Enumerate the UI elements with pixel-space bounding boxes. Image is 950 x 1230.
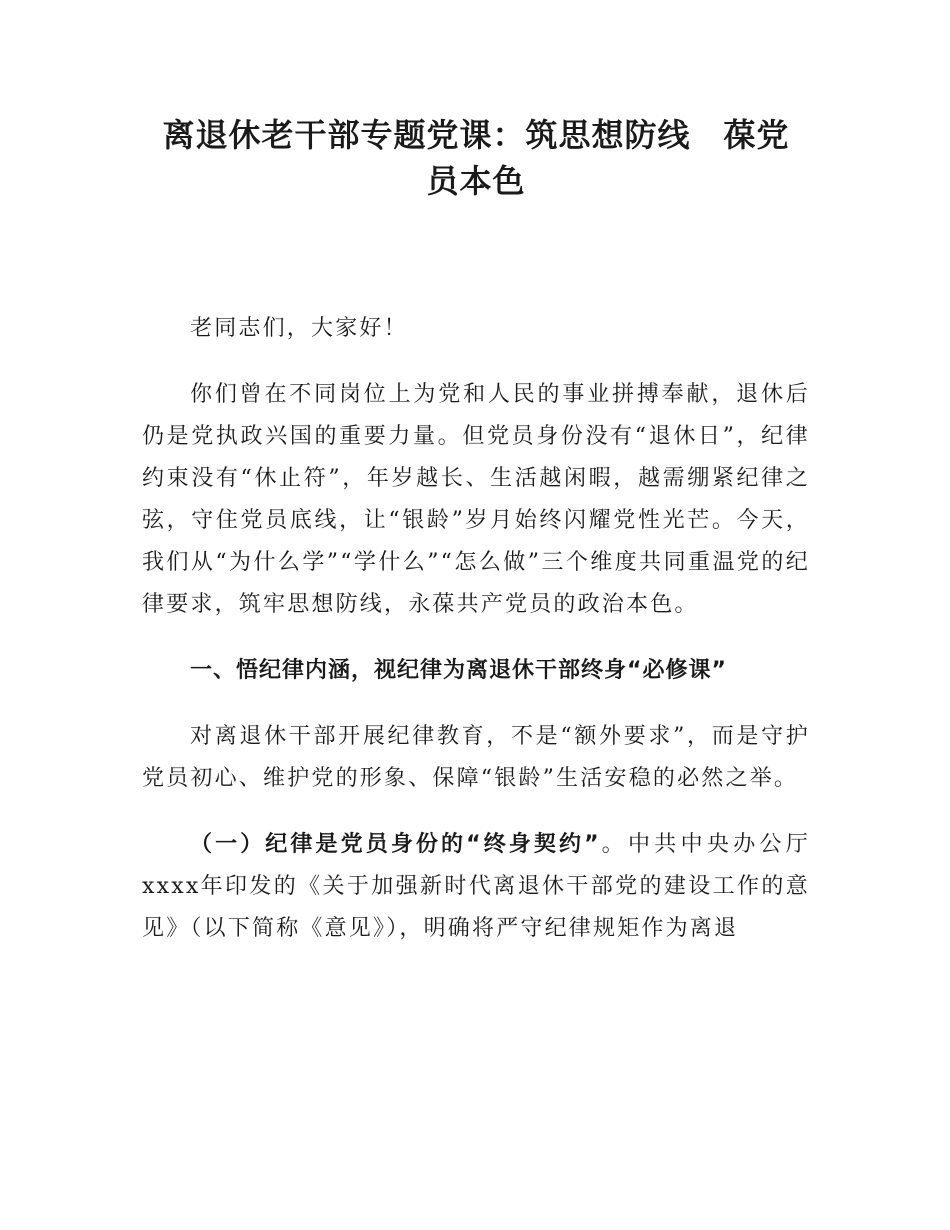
section-1-paragraph: 对离退休干部开展纪律教育，不是“额外要求”，而是守护党员初心、维护党的形象、保障“银龄”生活安稳的必然之举。 (142, 724, 810, 791)
intro-paragraph: 你们曾在不同岗位上为党和人民的事业拼搏奉献，退休后仍是党执政兴国的重要力量。但党员身份没有“退休日”，纪律约束没有“休止符”，年岁越长、生活越闲暇，越需绷紧纪律之弦，守住党员底线，让“银龄”岁月始终闪耀党性光芒。今天，我们从“为什么学”“学什么”“怎么做”三个维度共同重温党的纪律要求，筑牢思想防线，永葆共产党员的政治本色。 (142, 382, 810, 617)
document-body (142, 308, 810, 950)
greeting-paragraph: 老同志们，大家好！ (190, 316, 408, 341)
subsection-1-heading: （一）纪律是党员身份的“终身契约” (190, 832, 600, 857)
title-line-1: 离退休老干部专题党课：筑思想防线 葆党 (162, 116, 790, 154)
document-title (142, 112, 810, 204)
title-line-2: 员本色 (426, 162, 526, 200)
subsection-1-text: 。中共中央办公厅xxxx年印发的《关于加强新时代离退休干部党的建设工作的意见》（以下简称《意见》），明确将严守纪律规矩作为离退 (142, 832, 811, 941)
section-1-heading: 一、悟纪律内涵，视纪律为离退休干部终身“必修课” (190, 658, 727, 683)
subsection-1-paragraph (142, 824, 810, 950)
document-page (142, 112, 811, 941)
